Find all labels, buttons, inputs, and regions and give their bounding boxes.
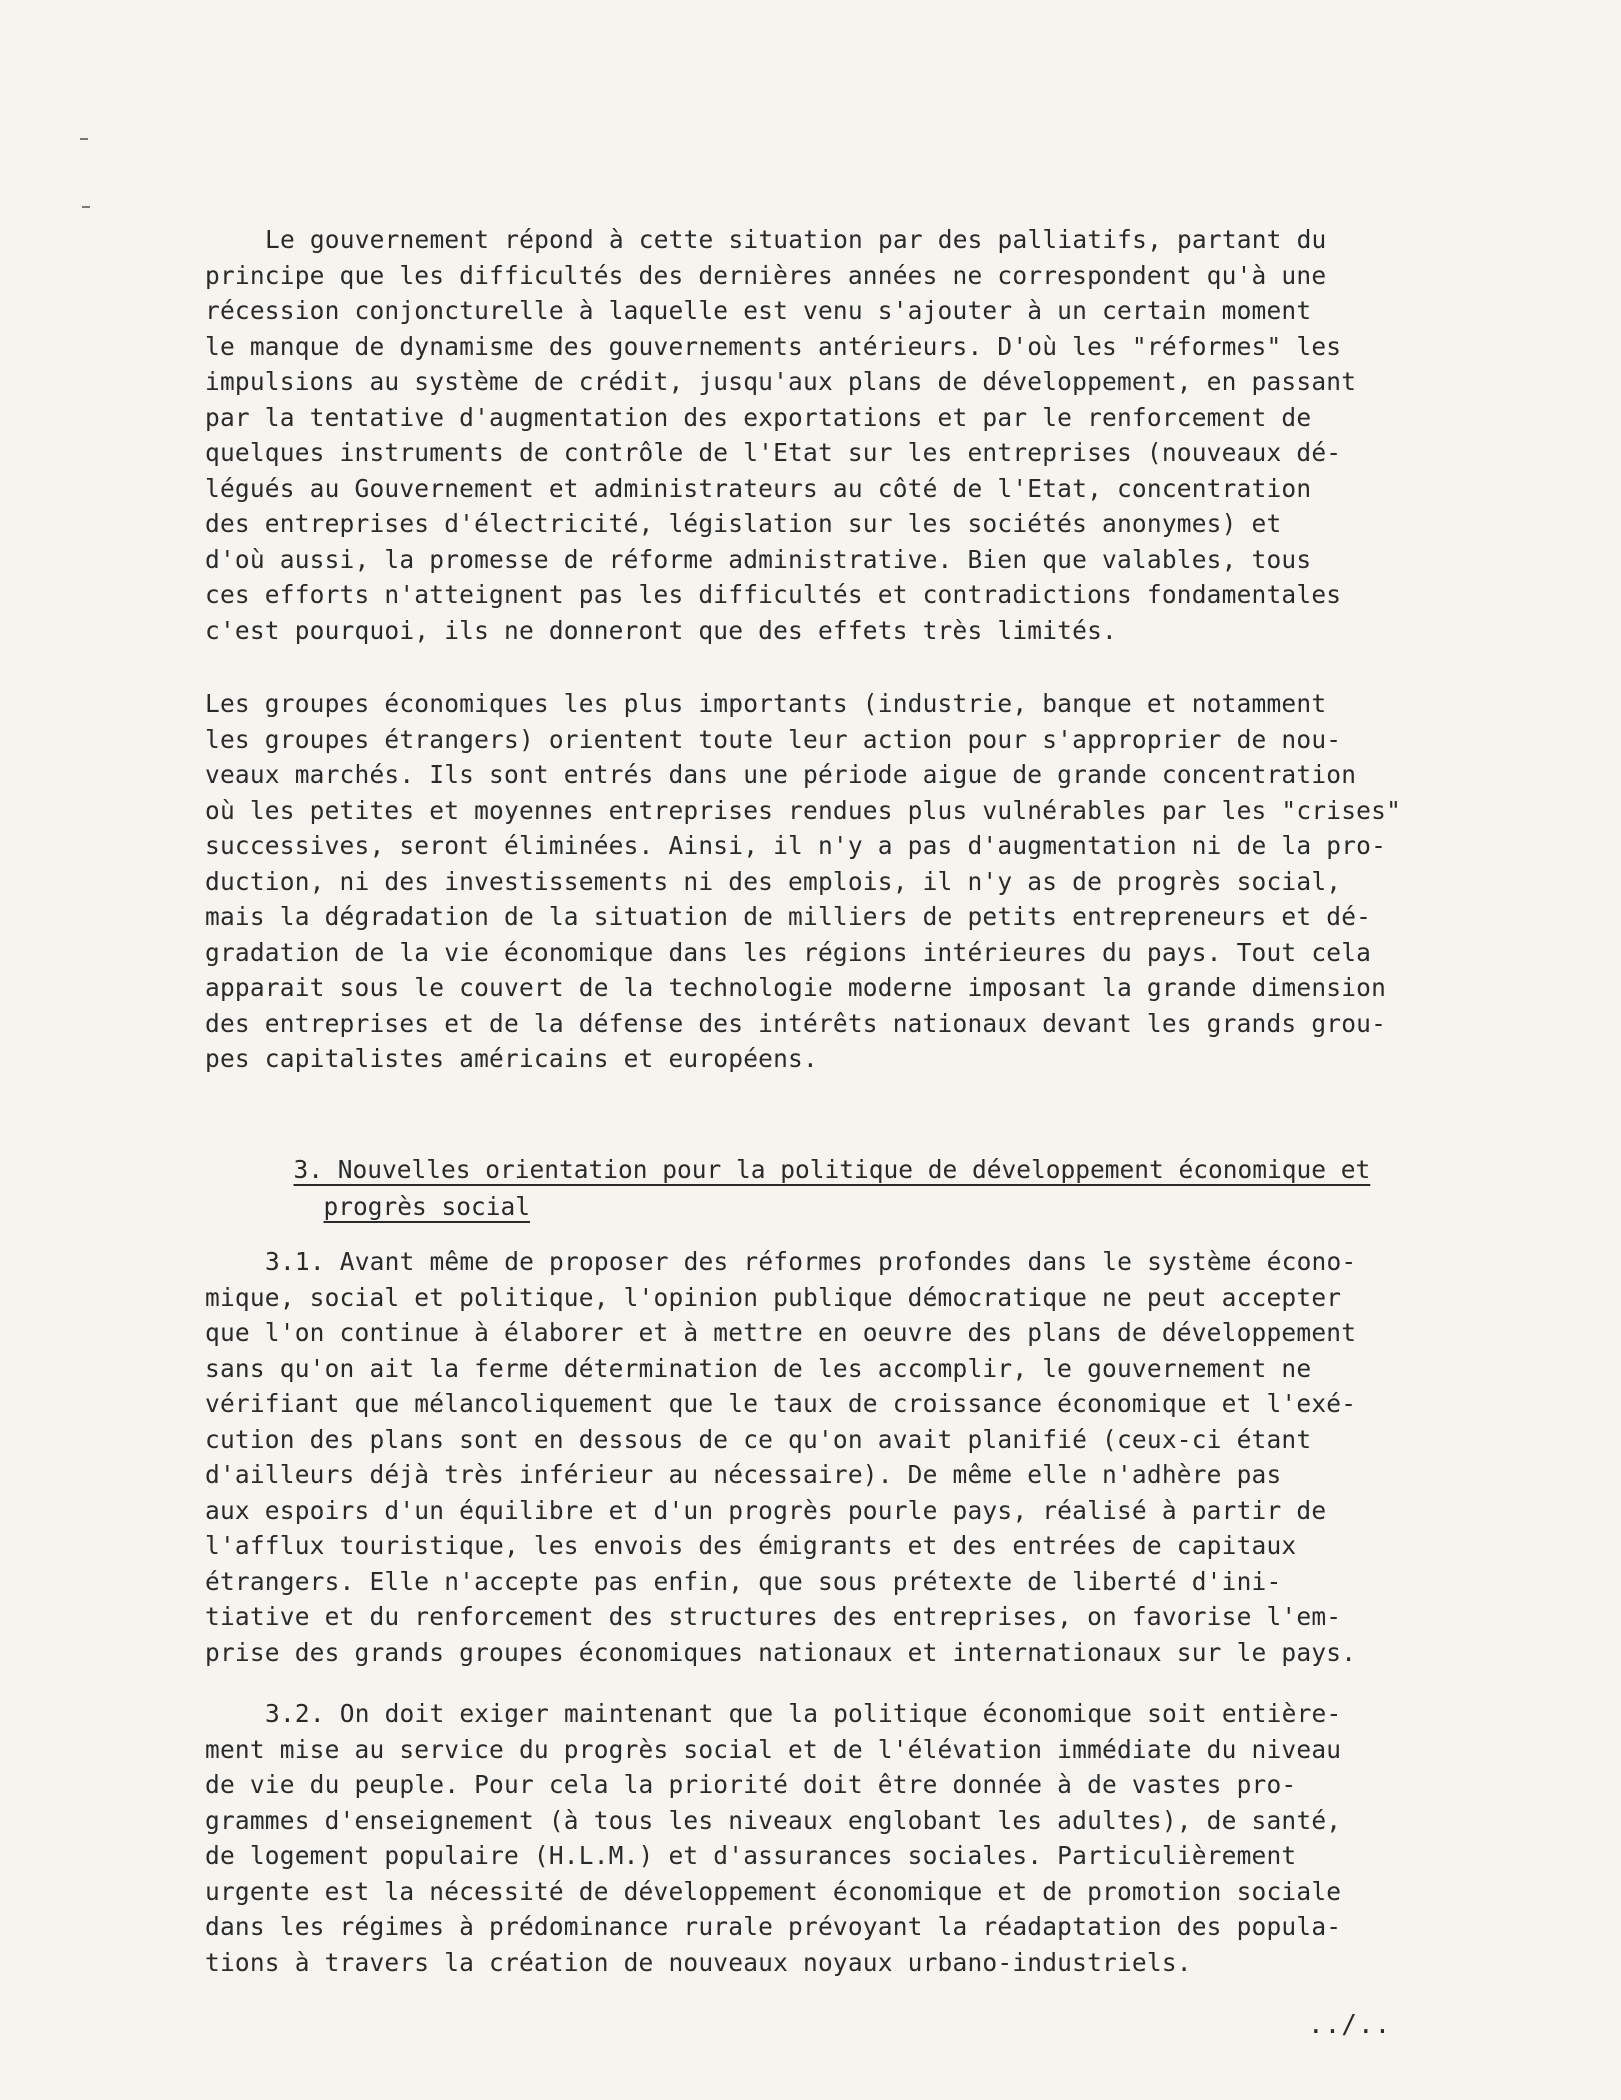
text-line: aux espoirs d'un équilibre et d'un progrès pourle pays, réalisé à partir de bbox=[205, 1495, 1327, 1525]
text-line: l'afflux touristique, les envois des émigrants et des entrées de capitaux bbox=[205, 1531, 1297, 1560]
page-continuation-mark: ../.. bbox=[1308, 2010, 1392, 2040]
text-line: ment mise au service du progrès social et de l'élévation immédiate du niveau bbox=[205, 1734, 1342, 1764]
text-line: cution des plans sont en dessous de ce qu'on avait planifié (ceux-ci étant bbox=[205, 1424, 1312, 1454]
text-line: prise des grands groupes économiques nationaux et internationaux sur le pays. bbox=[205, 1637, 1357, 1667]
paragraph-2 bbox=[205, 686, 1435, 1077]
text-line: urgente est la nécessité de développement économique et de promotion sociale bbox=[205, 1876, 1342, 1906]
text-line: c'est pourquoi, ils ne donneront que des effets très limités. bbox=[205, 615, 1117, 645]
paragraph-1 bbox=[205, 222, 1435, 648]
text-line: de logement populaire (H.L.M.) et d'assurances sociales. Particulièrement bbox=[205, 1841, 1297, 1870]
text-line: étrangers. Elle n'accepte pas enfin, que sous prétexte de liberté d'ini- bbox=[205, 1566, 1282, 1596]
text-line: tions à travers la création de nouveaux noyaux urbano-industriels. bbox=[205, 1947, 1192, 1977]
paragraph-3-2 bbox=[205, 1696, 1435, 1980]
text-line: dans les régimes à prédominance rurale prévoyant la réadaptation des popula- bbox=[205, 1912, 1342, 1941]
text-line: principe que les difficultés des dernières années ne correspondent qu'à une bbox=[205, 260, 1327, 290]
text-line: veaux marchés. Ils sont entrés dans une période aigue de grande concentration bbox=[205, 760, 1357, 789]
section-heading bbox=[205, 1114, 1435, 1221]
text-line: tiative et du renforcement des structures des entreprises, on favorise l'em- bbox=[205, 1602, 1342, 1631]
text-line: 3.1. Avant même de proposer des réformes profondes dans le système écono- bbox=[265, 1247, 1357, 1276]
text-line: ces efforts n'atteignent pas les difficultés et contradictions fondamentales bbox=[205, 580, 1342, 609]
text-line: le manque de dynamisme des gouvernements antérieurs. D'où les "réformes" les bbox=[205, 331, 1342, 361]
text-line: de vie du peuple. Pour cela la priorité doit être donnée à de vastes pro- bbox=[205, 1770, 1297, 1799]
text-line: quelques instruments de contrôle de l'Etat sur les entreprises (nouveaux dé- bbox=[205, 438, 1342, 467]
text-line: pes capitalistes américains et européens. bbox=[205, 1044, 818, 1073]
text-line: mique, social et politique, l'opinion publique démocratique ne peut accepter bbox=[205, 1282, 1342, 1312]
text-line: d'où aussi, la promesse de réforme administrative. Bien que valables, tous bbox=[205, 544, 1312, 574]
text-line: que l'on continue à élaborer et à mettre en oeuvre des plans de développement bbox=[205, 1318, 1357, 1347]
text-line: sans qu'on ait la ferme détermination de les accomplir, le gouvernement ne bbox=[205, 1353, 1312, 1383]
text-line: par la tentative d'augmentation des exportations et par le renforcement de bbox=[205, 402, 1312, 432]
text-line: des entreprises et de la défense des intérêts nationaux devant les grands grou- bbox=[205, 1008, 1387, 1038]
text-line: légués au Gouvernement et administrateurs au côté de l'Etat, concentration bbox=[205, 473, 1312, 503]
section-heading-line-1: 3. Nouvelles orientation pour la politique de développement économique et bbox=[293, 1155, 1371, 1184]
text-line: d'ailleurs déjà très inférieur au nécessaire). De même elle n'adhère pas bbox=[205, 1460, 1282, 1489]
margin-mark bbox=[80, 138, 88, 140]
text-line: 3.2. On doit exiger maintenant que la politique économique soit entière- bbox=[265, 1699, 1342, 1728]
text-line: gradation de la vie économique dans les régions intérieures du pays. Tout cela bbox=[205, 937, 1372, 967]
text-line: Le gouvernement répond à cette situation par des palliatifs, partant du bbox=[265, 225, 1327, 254]
text-line: récession conjoncturelle à laquelle est venu s'ajouter à un certain moment bbox=[205, 296, 1312, 325]
text-line: apparait sous le couvert de la technologie moderne imposant la grande dimension bbox=[205, 973, 1387, 1002]
text-line: des entreprises d'électricité, législation sur les sociétés anonymes) et bbox=[205, 509, 1282, 538]
text-line: impulsions au système de crédit, jusqu'aux plans de développement, en passant bbox=[205, 367, 1357, 396]
text-line: les groupes étrangers) orientent toute leur action pour s'approprier de nou- bbox=[205, 724, 1342, 754]
margin-mark bbox=[82, 206, 90, 208]
text-line: mais la dégradation de la situation de milliers de petits entrepreneurs et dé- bbox=[205, 902, 1372, 931]
text-line: vérifiant que mélancoliquement que le taux de croissance économique et l'exé- bbox=[205, 1389, 1357, 1418]
section-heading-line-2: progrès social bbox=[323, 1192, 531, 1221]
paragraph-3-1 bbox=[205, 1244, 1435, 1670]
text-line: Les groupes économiques les plus importants (industrie, banque et notamment bbox=[205, 689, 1327, 718]
text-line: où les petites et moyennes entreprises rendues plus vulnérables par les "crises" bbox=[205, 795, 1402, 825]
text-line: successives, seront éliminées. Ainsi, il n'y a pas d'augmentation ni de la pro- bbox=[205, 831, 1387, 860]
text-line: duction, ni des investissements ni des emplois, il n'y as de progrès social, bbox=[205, 866, 1342, 896]
text-line: grammes d'enseignement (à tous les niveaux englobant les adultes), de santé, bbox=[205, 1805, 1342, 1835]
